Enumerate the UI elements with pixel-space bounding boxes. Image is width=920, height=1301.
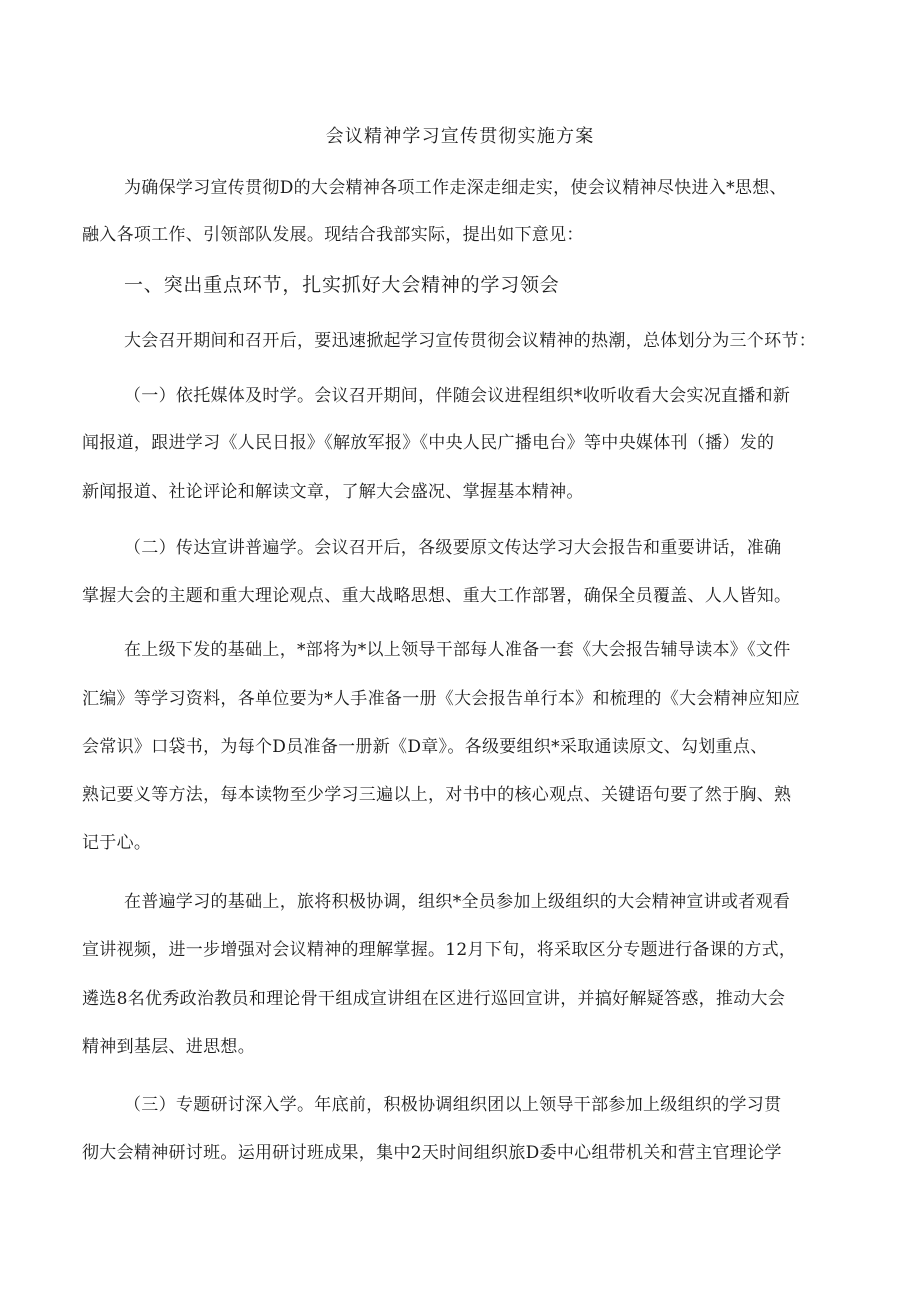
paragraph-line: 遴选8名优秀政治教员和理论骨干组成宣讲组在区进行巡回宣讲，并搞好解疑答惑，推动大会 bbox=[82, 989, 786, 1009]
paragraph-line: 掌握大会的主题和重大理论观点、重大战略思想、重大工作部署，确保全员覆盖、人人皆知。 bbox=[82, 586, 792, 606]
paragraph-line: （二）传达宣讲普遍学。会议召开后，各级要原文传达学习大会报告和重要讲话，准确 bbox=[124, 538, 782, 558]
document-title: 会议精神学习宣传贯彻实施方案 bbox=[325, 126, 595, 147]
paragraph-line: （三）专题研讨深入学。年底前，积极协调组织团以上领导干部参加上级组织的学习贯 bbox=[124, 1095, 782, 1115]
paragraph-line: 彻大会精神研讨班。运用研讨班成果，集中2天时间组织旅D委中心组带机关和营主官理论学 bbox=[82, 1143, 782, 1163]
paragraph-line: （一）依托媒体及时学。会议召开期间，伴随会议进程组织*收听收看大会实况直播和新 bbox=[124, 386, 791, 406]
section-heading: 一、突出重点环节，扎实抓好大会精神的学习领会 bbox=[124, 274, 560, 296]
paragraph-line: 闻报道，跟进学习《人民日报》《解放军报》《中央人民广播电台》等中央媒体刊（播）发的 bbox=[82, 433, 775, 453]
paragraph-line: 为确保学习宣传贯彻D的大会精神各项工作走深走细走实，使会议精神尽快进入*思想、 bbox=[124, 178, 787, 198]
paragraph-line: 记于心。 bbox=[82, 833, 152, 853]
paragraph-line: 会常识》口袋书，为每个D员准备一册新《D章》。各级要组织*采取通读原文、勾划重点、 bbox=[82, 737, 768, 757]
paragraph-line: 在上级下发的基础上，*部将为*以上领导干部每人准备一套《大会报告辅导读本》《文件 bbox=[124, 640, 791, 660]
paragraph-line: 融入各项工作、引领部队发展。现结合我部实际，提出如下意见： bbox=[82, 225, 584, 245]
paragraph-line: 熟记要义等方法，每本读物至少学习三遍以上，对书中的核心观点、关键语句要了然于胸、熟 bbox=[82, 785, 792, 805]
paragraph-line: 大会召开期间和召开后，要迅速掀起学习宣传贯彻会议精神的热潮，总体划分为三个环节： bbox=[124, 331, 816, 351]
paragraph-line: 在普遍学习的基础上，旅将积极协调，组织*全员参加上级组织的大会精神宣讲或者观看 bbox=[124, 892, 791, 912]
paragraph-line: 宣讲视频，进一步增强对会议精神的理解掌握。12月下旬，将采取区分专题进行备课的方式， bbox=[82, 940, 797, 960]
paragraph-line: 汇编》等学习资料，各单位要为*人手准备一册《大会报告单行本》和梳理的《大会精神应知应 bbox=[82, 689, 801, 709]
paragraph-line: 精神到基层、进思想。 bbox=[82, 1037, 255, 1057]
paragraph-line: 新闻报道、社论评论和解读文章，了解大会盛况、掌握基本精神。 bbox=[82, 482, 584, 502]
